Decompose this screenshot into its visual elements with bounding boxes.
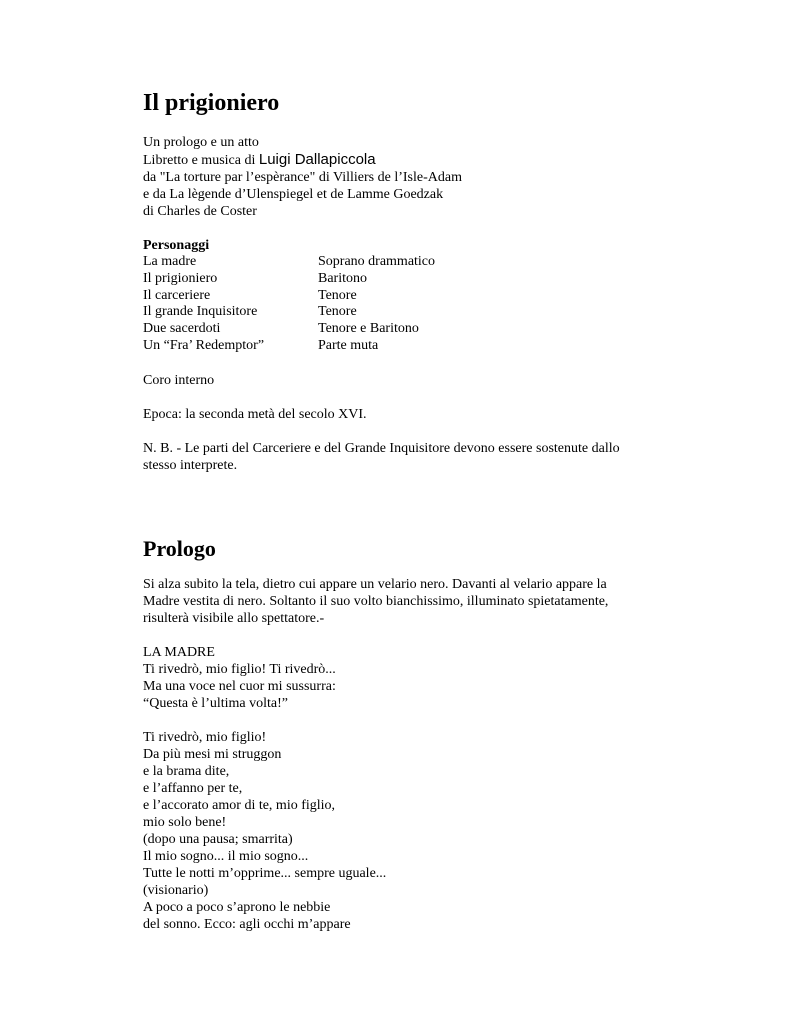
verse-line: “Questa è l’ultima volta!”: [143, 695, 288, 711]
speaker-name: LA MADRE: [143, 644, 215, 660]
verse-line: e l’affanno per te,: [143, 780, 243, 796]
cast-role: Il grande Inquisitore: [143, 304, 258, 320]
cast-role: Il carceriere: [143, 287, 211, 303]
stage-direction-line-2: Madre vestita di nero. Soltanto il suo volto bianchissimo, illuminato spietatamente,: [143, 593, 609, 609]
verse-line: Ti rivedrò, mio figlio! Ti rivedrò...: [143, 661, 336, 677]
document-title: Il prigioniero: [143, 90, 280, 116]
libretto-line: [143, 151, 663, 169]
verse-line: Ma una voce nel cuor mi sussurra:: [143, 678, 336, 694]
cast-role: Due sacerdoti: [143, 321, 221, 337]
cast-list: [143, 254, 663, 355]
verse-stage-direction: (dopo una pausa; smarrita): [143, 831, 293, 847]
cast-row: [143, 254, 663, 271]
verse-line: Il mio sogno... il mio sogno...: [143, 848, 309, 864]
cast-row: [143, 338, 663, 355]
source-line-1: da "La torture par l’espèrance" di Villiers de l’Isle-Adam: [143, 170, 462, 185]
cast-voice: Tenore: [318, 304, 357, 320]
source-line-3: di Charles de Coster: [143, 204, 257, 219]
cast-role: Un “Fra’ Redemptor”: [143, 337, 265, 353]
subtitle: Un prologo e un atto: [143, 135, 259, 150]
composer-name: Luigi Dallapiccola: [258, 151, 376, 168]
source-line-2: e da La lègende d’Ulenspiegel et de Lamme Goedzak: [143, 187, 444, 202]
libretto-prefix: Libretto e musica di: [143, 153, 259, 168]
cast-role: Il prigioniero: [143, 270, 218, 286]
verse-line: Tutte le notti m’opprime... sempre uguale...: [143, 865, 387, 881]
cast-voice: Parte muta: [318, 337, 379, 353]
stage-direction-line-3: risulterà visibile allo spettatore.-: [143, 610, 325, 626]
verse-stage-direction: (visionario): [143, 882, 209, 898]
nb-note-line-2: stesso interprete.: [143, 457, 238, 473]
cast-row: [143, 304, 663, 321]
stage-direction-line-1: Si alza subito la tela, dietro cui appare un velario nero. Davanti al velario appare la: [143, 576, 607, 592]
chorus-note: Coro interno: [143, 372, 215, 388]
document-page: [143, 88, 663, 933]
cast-role: La madre: [143, 254, 197, 269]
cast-voice: Tenore e Baritono: [318, 321, 419, 337]
cast-voice: Soprano drammatico: [318, 254, 436, 269]
cast-voice: Tenore: [318, 287, 357, 303]
verse-line: Ti rivedrò, mio figlio!: [143, 729, 267, 745]
cast-row: [143, 288, 663, 305]
cast-row: [143, 321, 663, 338]
epoch-note: Epoca: la seconda metà del secolo XVI.: [143, 406, 367, 422]
verse-line: A poco a poco s’aprono le nebbie: [143, 899, 331, 915]
prologue-heading: Prologo: [143, 535, 216, 561]
verse-line: mio solo bene!: [143, 814, 227, 830]
verse-line: e la brama dite,: [143, 763, 230, 779]
verse-line: Da più mesi mi struggon: [143, 746, 282, 762]
cast-heading: Personaggi: [143, 238, 210, 253]
cast-voice: Baritono: [318, 270, 367, 286]
cast-row: [143, 271, 663, 288]
verse-line: e l’accorato amor di te, mio figlio,: [143, 797, 336, 813]
nb-note-line-1: N. B. - Le parti del Carceriere e del Grande Inquisitore devono essere sostenute dallo: [143, 440, 620, 456]
verse-line: del sonno. Ecco: agli occhi m’appare: [143, 916, 351, 932]
